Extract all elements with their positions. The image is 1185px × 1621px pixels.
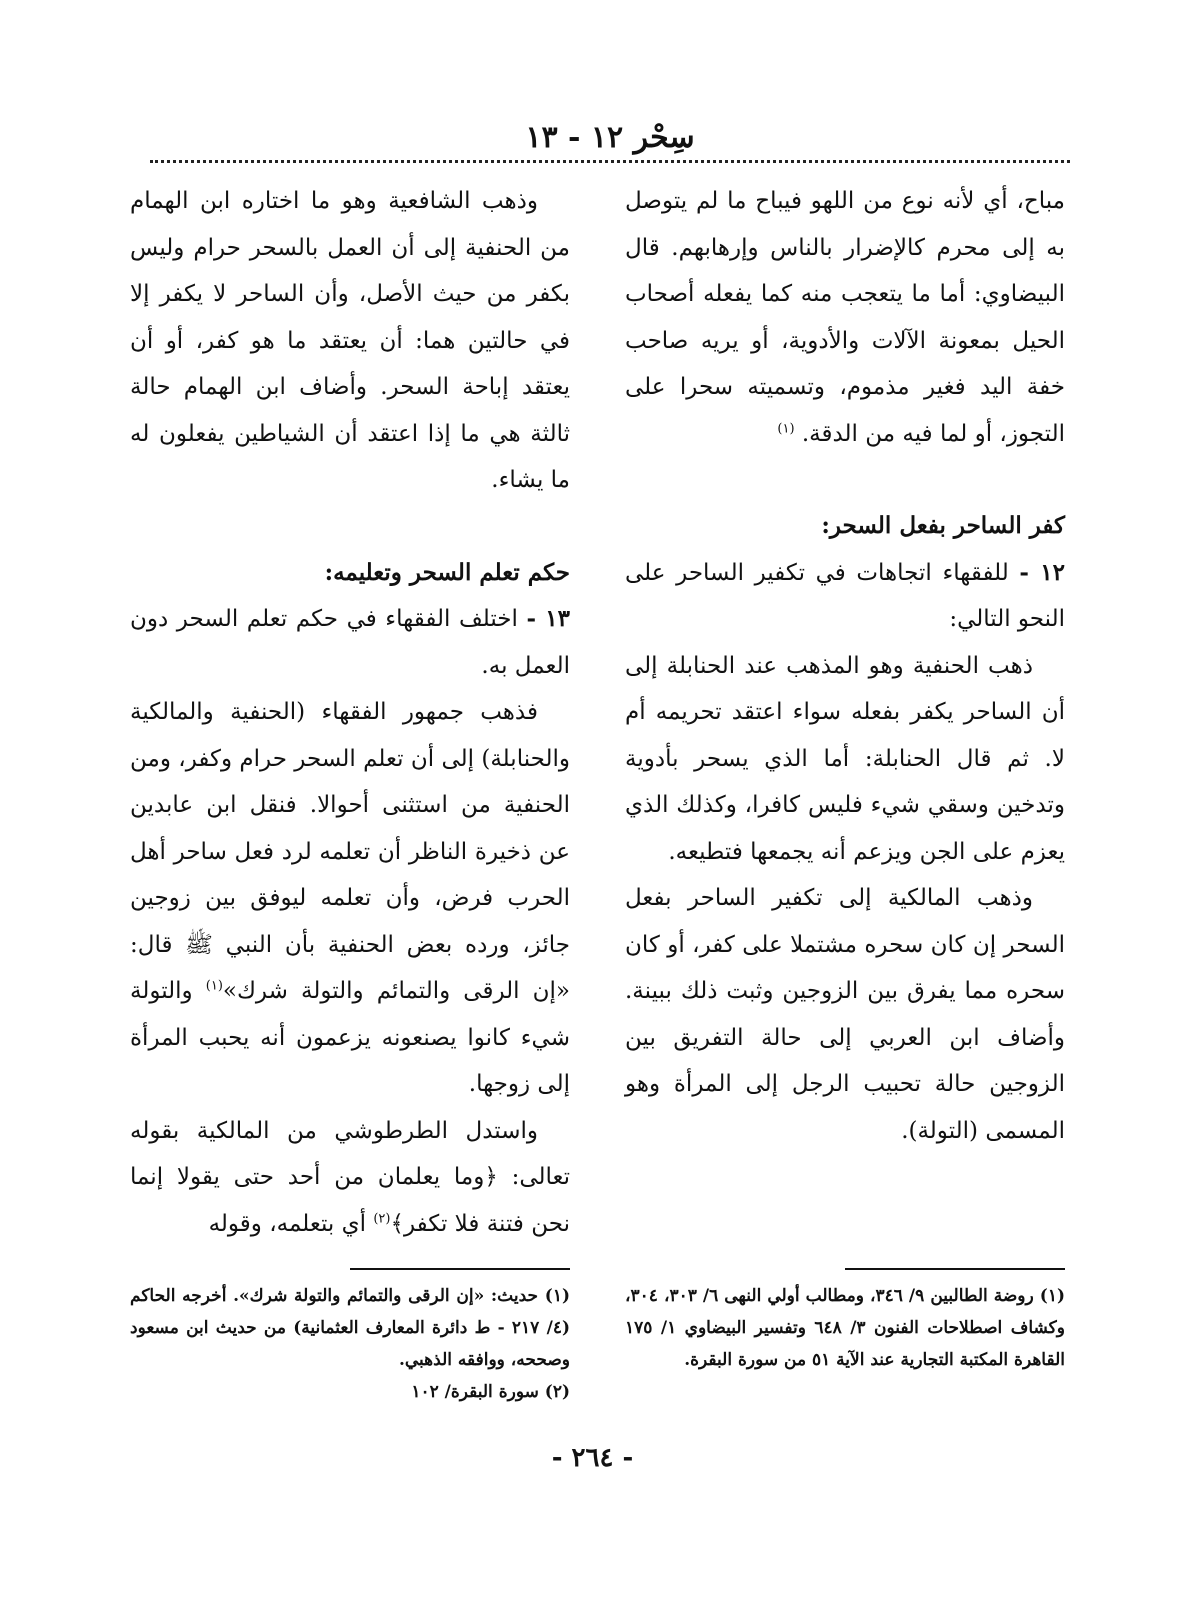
paragraph-13-text: اختلف الفقهاء في حكم تعلم السحر دون العمل به. <box>130 606 570 679</box>
jumhur-text-a: فذهب جمهور الفقهاء (الحنفية والمالكية والحنابلة) إلى أن تعلم السحر حرام وكفر، ومن الحنفية من استثنى أحوالا. فنقل ابن عابدين عن ذخيرة الناظر أن تعلمه لرد فعل ساحر أهل الحرب فرض، وأن تعلمه ليوفق بين زوجين جائز، ورده بعض الحنفية بأن النبي ﷺ قال: «إن الرقى والتمائم والتولة شرك» <box>130 699 570 1004</box>
right-paragraph-hanafiyya: ذهب الحنفية وهو المذهب عند الحنابلة إلى أن الساحر يكفر بفعله سواء اعتقد تحريمه أم لا. ثم قال الحنابلة: أما الذي يسحر بأدوية وتدخين وسقي شيء فليس كافرا، وكذلك الذي يعزم على الجن ويزعم أنه يجمعها فتطيعه. <box>625 652 1065 865</box>
right-paragraph-1-text: مباح، أي لأنه نوع من اللهو فيباح ما لم يتوصل به إلى محرم كالإضرار بالناس وإرهابهم. قال البيضاوي: أما ما يتعجب منه كما يفعله أصحاب الحيل بمعونة الآلات والأدوية، أو يريه صاحب خفة اليد فغير مذموم، وتسميته سحرا على التجوز، أو لما فيه من الدقة. <box>625 188 1065 447</box>
paragraph-12 <box>625 550 1065 643</box>
heading-kufr-al-sahir: كفر الساحر بفعل السحر: <box>821 512 1065 539</box>
section-number-12: ١٢ - <box>1019 558 1065 586</box>
footnote-rule-left <box>350 1268 570 1270</box>
paragraph-13 <box>130 596 570 689</box>
paragraph-12-text: للفقهاء اتجاهات في تكفير الساحر على النحو التالي: <box>625 559 1065 632</box>
left-paragraph-shafiiyya: وذهب الشافعية وهو ما اختاره ابن الهمام من الحنفية إلى أن العمل بالسحر حرام وليس بكفر من حيث الأصل، وأن الساحر لا يكفر إلا في حالتين هما: أن يعتقد ما هو كفر، أو أن يعتقد إباحة السحر. وأضاف ابن الهمام حالة ثالثة هي ما إذا اعتقد أن الشياطين يفعلون له ما يشاء. <box>130 188 570 493</box>
heading-hukm-taallum: حكم تعلم السحر وتعليمه: <box>324 558 570 586</box>
turtushi-text-a: واستدل الطرطوشي من المالكية بقوله تعالى: ﴿وما يعلمان من أحد حتى يقولا إنما نحن فتنة فلا تكفر﴾ <box>130 1117 570 1237</box>
jumhur-text-b: والتولة شيء كانوا يصنعونه يزعمون أنه يحبب المرأة إلى زوجها. <box>130 978 570 1097</box>
running-header: سِحْر ١٢ - ١٣ <box>525 120 695 155</box>
right-paragraph-1 <box>625 178 1065 457</box>
footnote-rule-right <box>845 1268 1065 1270</box>
footnotes-right <box>625 1280 1065 1376</box>
right-column <box>625 178 1065 1154</box>
footnote-ref-2-left: (٢) <box>373 1210 391 1226</box>
left-column <box>130 178 570 1247</box>
footnote-ref-1: (١) <box>777 420 795 436</box>
left-paragraph-jumhur <box>130 689 570 1108</box>
turtushi-text-b: أي بتعلمه، وقوله <box>208 1210 367 1237</box>
section-number-13: ١٣ - <box>526 605 571 632</box>
footnote-right-1: (١) روضة الطالبين ٩/ ٣٤٦، ومطالب أولي النهى ٦/ ٣٠٣، ٣٠٤، وكشاف اصطلاحات الفنون ٣/ ٦٤٨ وتفسير البيضاوي ١/ ١٧٥ القاهرة المكتبة التجارية عند الآية ٥١ من سورة البقرة. <box>625 1286 1065 1370</box>
footnote-left-1: (١) حديث: «إن الرقى والتمائم والتولة شرك». أخرجه الحاكم (٤/ ٢١٧ - ط دائرة المعارف العثمانية) من حديث ابن مسعود وصححه، ووافقه الذهبي. <box>130 1286 570 1370</box>
right-paragraph-malikiyya: وذهب المالكية إلى تكفير الساحر بفعل السحر إن كان سحره مشتملا على كفر، أو كان سحره مما يفرق بين الزوجين وثبت ذلك ببينة. وأضاف ابن العربي إلى حالة التفريق بين الزوجين حالة تحبيب الرجل إلى المرأة وهو المسمى (التولة). <box>625 885 1065 1144</box>
footnotes-left <box>130 1280 570 1408</box>
footnote-left-2: (٢) سورة البقرة/ ١٠٢ <box>411 1382 570 1402</box>
left-paragraph-turtushi <box>130 1108 570 1248</box>
header-dotted-rule <box>150 160 1070 163</box>
footnote-ref-1-left: (١) <box>205 978 223 994</box>
page-number: - ٢٦٤ - <box>551 1443 634 1473</box>
